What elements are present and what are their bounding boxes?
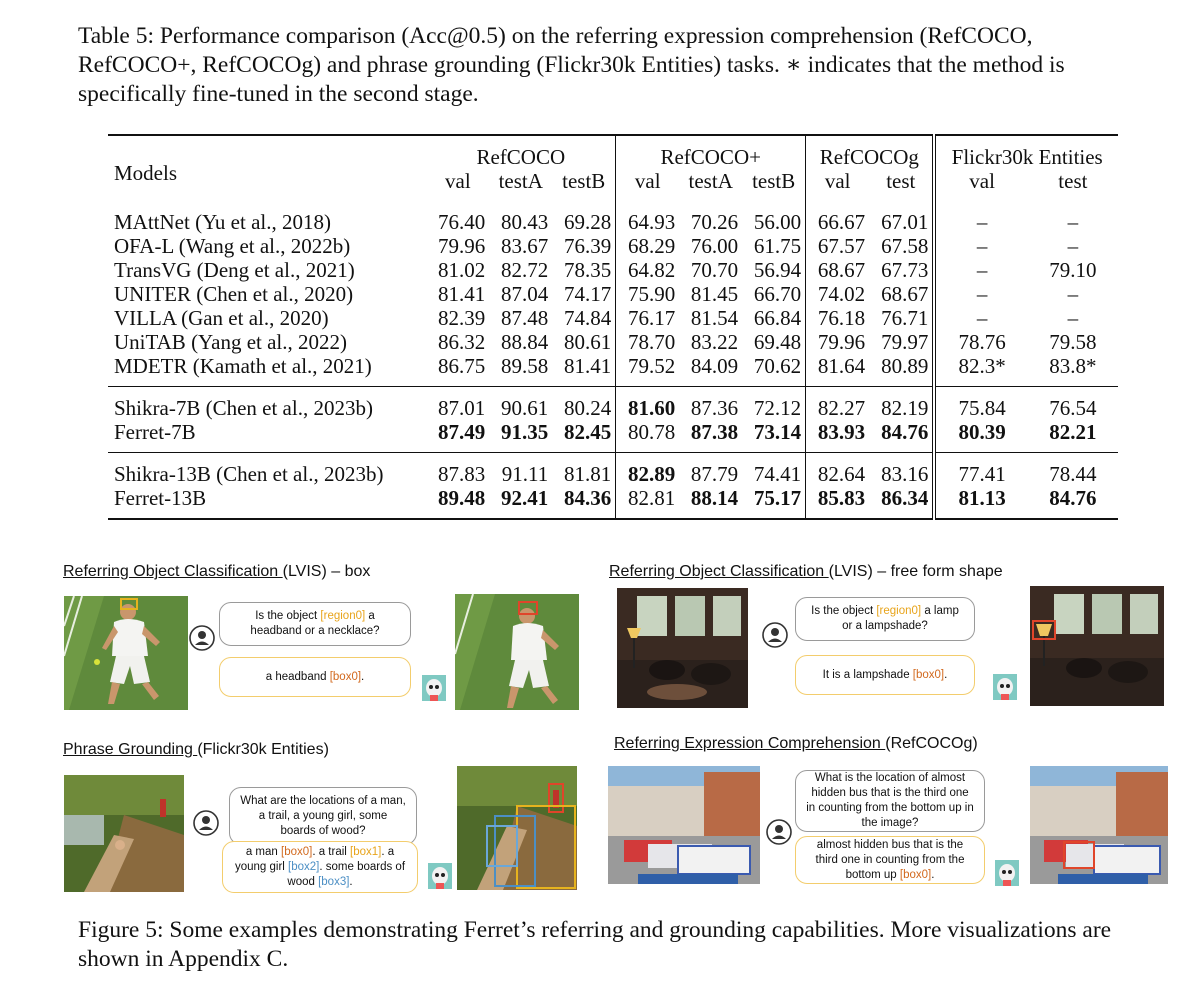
answer-text: . [944,668,948,681]
metric-cell: 87.49 [438,420,486,444]
metric-cell: 87.48 [500,306,549,330]
metric-cell: 76.00 [690,234,739,258]
metric-cell: 86.75 [438,354,486,378]
metric-cell: 76.71 [881,306,929,330]
panel-title-underlined: Referring Expression Comprehension [614,735,886,752]
metric-cell: – [934,258,1027,282]
metric-cell: 81.41 [563,354,612,378]
metric-cell: 79.97 [881,330,929,354]
metric-cell: 80.61 [563,330,612,354]
metric-cell: 82.64 [806,453,870,487]
panel-title-rest: (RefCOCOg) [885,735,978,752]
table-row [108,234,1118,258]
model-name: MAttNet (Yu et al., 2018) [114,210,331,234]
metric-cell: 69.48 [753,330,802,354]
question-text: What is the location of almost hidden bus that is the third one in counting from the bottom up in the image? [806,772,974,829]
table-body [108,201,1118,519]
metric-cell: 82.72 [500,258,549,282]
metric-cell: 74.02 [806,282,870,306]
panel-title-underlined: Referring Object Classification [609,563,829,580]
metric-cell: 82.39 [438,306,486,330]
figure-caption: Figure 5: Some examples demonstrating Ferret’s referring and grounding capabilities. More visualizations are shown in Appendix C. [78,917,1112,972]
model-name: VILLA (Gan et al., 2020) [114,306,329,330]
answer-text: a man [245,845,281,858]
buses-photo [608,766,760,884]
model-name: Ferret-13B [108,486,426,519]
metric-cell: 67.58 [881,234,929,258]
metric-cell: 79.96 [806,330,870,354]
answer-text: a headband [265,670,330,683]
metric-cell: 72.12 [742,387,806,421]
table-row [108,306,1118,330]
panel-title-roc-free-form [609,563,1003,581]
metric-cell: 79.96 [438,234,486,258]
box-token: [box0] [912,668,945,681]
metric-cell: 87.04 [500,282,549,306]
table-row [108,486,1118,519]
metric-cell: – [934,234,1027,258]
metric-cell: 79.10 [1049,258,1097,282]
table-caption: Table 5: Performance comparison (Acc@0.5) on the referring expression comprehension (RefCOCO, RefCOCO+, RefCOCOg) and phrase grounding (Flickr30k Entities) tasks. ∗ indicates that the method is specifically fine-tuned in the second stage. [78,23,1065,107]
metric-cell: 70.26 [690,210,739,234]
metric-cell: 78.70 [616,330,680,354]
answer-text: It is a lampshade [822,668,913,681]
metric-cell: 68.29 [616,234,680,258]
metric-cell: 83.93 [806,420,870,453]
metric-cell: 56.94 [753,258,802,282]
metric-cell: 70.62 [753,354,802,378]
metric-cell: 82.45 [563,420,612,444]
metric-cell: 87.79 [679,453,742,487]
answer-bubble [219,657,411,697]
panel-title-underlined: Referring Object Classification [63,563,283,580]
metric-cell: 88.14 [679,486,742,519]
metric-cell: – [1067,210,1079,234]
metric-cell: 92.41 [489,486,552,519]
box-token: [box3] [318,875,350,888]
metric-cell: – [1067,282,1079,306]
metric-cell: 80.43 [500,210,549,234]
metric-cell: 82.27 [806,387,870,421]
metric-cell: 84.76 [1028,486,1118,519]
tennis-player-result-photo [455,594,579,710]
panel-title-rec [614,735,978,753]
metric-cell: 79.52 [616,354,680,387]
metric-cell: 75.90 [616,282,680,306]
metric-cell: 84.36 [552,486,616,519]
ferret-avatar-icon [995,860,1019,886]
metric-cell: – [934,201,1027,234]
ferret-avatar-icon [993,674,1017,700]
box-token: [box1] [350,845,382,858]
subheader: test [886,169,916,193]
question-text: a lamp or a lampshade? [842,605,959,632]
metric-cell: 80.24 [552,387,616,421]
metric-cell: 84.09 [690,354,739,378]
box-token: [box0] [899,868,932,881]
metric-cell: 82.89 [616,453,680,487]
panel-title-rest: (Flickr30k Entities) [197,741,329,758]
metric-cell: 80.39 [934,420,1027,453]
metric-cell: 74.41 [742,453,806,487]
metric-cell: 81.60 [616,387,680,421]
metric-cell: 80.89 [881,354,929,378]
metric-cell: 91.35 [500,420,549,444]
answer-text: . [931,868,935,881]
metric-cell: 81.54 [690,306,739,330]
group-refcocog: RefCOCOg [806,135,935,169]
question-bubble [795,770,985,832]
model-name: Shikra-13B (Chen et al., 2023b) [108,453,426,487]
answer-text: almost hidden bus that is the third one in counting from the bottom up [815,838,965,881]
metric-cell: 75.17 [742,486,806,519]
metric-cell: 83.67 [500,234,549,258]
tennis-player-photo [64,596,188,710]
metric-cell: 89.48 [426,486,489,519]
metric-cell: 81.41 [438,282,486,306]
metric-cell: 66.84 [753,306,802,330]
subheader: testA [688,169,733,193]
results-table [108,134,1118,520]
metric-cell: 83.8* [1049,354,1097,378]
metric-cell: 81.64 [806,354,870,387]
metric-cell: – [1067,234,1079,258]
metric-cell: 87.01 [426,387,489,421]
metric-cell: 76.39 [563,234,612,258]
metric-cell: 79.58 [1049,330,1097,354]
panel-title-rest: (LVIS) – free form shape [828,563,1003,580]
metric-cell: 85.83 [806,486,870,519]
metric-cell: 70.70 [690,258,739,282]
table-row [108,420,1118,453]
answer-text: . [361,670,365,683]
subheader: testA [498,169,543,193]
metric-cell: 86.34 [869,486,934,519]
user-avatar-icon [189,625,215,651]
panel-title-underlined: Phrase Grounding [63,741,198,758]
metric-cell: 74.17 [563,282,612,306]
user-avatar-icon [766,819,792,845]
metric-cell: 81.45 [690,282,739,306]
answer-text: . a trail [312,845,351,858]
metric-cell: 64.82 [616,258,680,282]
table-row [108,453,1118,487]
table-row [108,330,1118,354]
metric-cell: 68.67 [806,258,870,282]
answer-text: . some boards of wood [287,860,406,888]
metric-cell: – [1067,306,1079,330]
metric-cell: – [934,282,1027,306]
panel-title-roc-box [63,563,370,581]
metric-cell: 68.67 [881,282,929,306]
answer-text: . [349,875,353,888]
metric-cell: 75.84 [934,387,1027,421]
metric-cell: 82.21 [1049,420,1097,444]
metric-cell: 66.67 [806,201,870,234]
question-text: Is the object [255,610,321,622]
metric-cell: 56.00 [753,210,802,234]
metric-cell: 67.73 [881,258,929,282]
panel-title-phrase-grounding [63,741,329,759]
table-row [108,354,1118,387]
panel-title-rest: (LVIS) – box [282,563,371,580]
model-name: Ferret-7B [114,420,196,444]
living-room-result-photo [1030,586,1164,706]
metric-cell: 87.38 [690,420,739,444]
metric-cell: 84.76 [881,420,929,444]
question-bubble [219,602,411,646]
metric-cell: 69.28 [563,210,612,234]
metric-cell: 61.75 [753,234,802,258]
metric-cell: 81.02 [438,258,486,282]
question-bubble [229,787,417,845]
user-avatar-icon [193,810,219,836]
subheader: testB [562,169,606,193]
metric-cell: 89.58 [500,354,549,378]
answer-bubble [795,836,985,884]
model-name: MDETR (Kamath et al., 2021) [114,354,372,378]
metric-cell: 82.19 [869,387,934,421]
question-bubble [795,597,975,641]
metric-cell: 76.18 [806,306,870,330]
metric-cell: 78.76 [934,330,1027,354]
metric-cell: 78.35 [563,258,612,282]
box-token: [box0] [281,845,313,858]
ferret-avatar-icon [428,863,452,889]
metric-cell: 91.11 [489,453,552,487]
living-room-photo [617,588,748,708]
subheader: testB [752,169,796,193]
metric-cell: 77.41 [934,453,1027,487]
models-header: Models [108,135,426,201]
subheader: val [616,169,680,201]
metric-cell: 76.54 [1028,387,1118,421]
group-refcoco: RefCOCO [426,135,615,169]
subheader: val [934,169,1027,201]
question-text: a headband or a necklace? [250,610,380,637]
model-name: UniTAB (Yang et al., 2022) [114,330,347,354]
metric-cell: 76.17 [616,306,680,330]
metric-cell: 81.81 [552,453,616,487]
ferret-avatar-icon [422,675,446,701]
model-name: TransVG (Deng et al., 2021) [114,258,355,282]
box-token: [box0] [329,670,362,683]
metric-cell: 86.32 [438,330,486,354]
forest-trail-photo [64,775,184,892]
metric-cell: 83.16 [869,453,934,487]
question-text: What are the locations of a man, a trail, a young girl, some boards of wood? [240,794,406,837]
region-token: [region0] [876,605,922,617]
metric-cell: 82.81 [616,486,680,519]
subheader: test [1058,169,1088,193]
model-name: OFA-L (Wang et al., 2022b) [114,234,351,258]
metric-cell: 74.84 [563,306,612,330]
question-text: Is the object [811,605,877,617]
metric-cell: 78.44 [1028,453,1118,487]
metric-cell: 66.70 [753,282,802,306]
metric-cell: 88.84 [500,330,549,354]
region-token: [region0] [320,610,366,622]
metric-cell: – [934,306,1027,330]
metric-cell: 67.57 [806,234,870,258]
answer-text: . a young girl [234,845,395,873]
metric-cell: 90.61 [489,387,552,421]
model-name: UNITER (Chen et al., 2020) [114,282,354,306]
answer-bubble [222,841,418,893]
answer-bubble [795,655,975,695]
metric-cell: 81.13 [934,486,1027,519]
metric-cell: 64.93 [616,201,680,234]
table-row [108,387,1118,421]
forest-trail-result-photo [457,766,577,890]
group-refcoco-plus: RefCOCO+ [616,135,806,169]
metric-cell: 82.3* [934,354,1027,387]
metric-cell: 73.14 [753,420,802,444]
metric-cell: 67.01 [881,210,929,234]
table-row [108,282,1118,306]
subheader: val [806,169,870,201]
metric-cell: 87.83 [426,453,489,487]
metric-cell: 83.22 [690,330,739,354]
metric-cell: 76.40 [438,210,486,234]
metric-cell: 80.78 [616,420,680,453]
group-flickr30k: Flickr30k Entities [934,135,1118,169]
model-name: Shikra-7B (Chen et al., 2023b) [108,387,426,421]
metric-cell: 87.36 [679,387,742,421]
table-row [108,258,1118,282]
table-row [108,201,1118,234]
box-token: [box2] [288,860,320,873]
subheader: val [445,169,471,193]
user-avatar-icon [762,622,788,648]
buses-result-photo [1030,766,1168,884]
